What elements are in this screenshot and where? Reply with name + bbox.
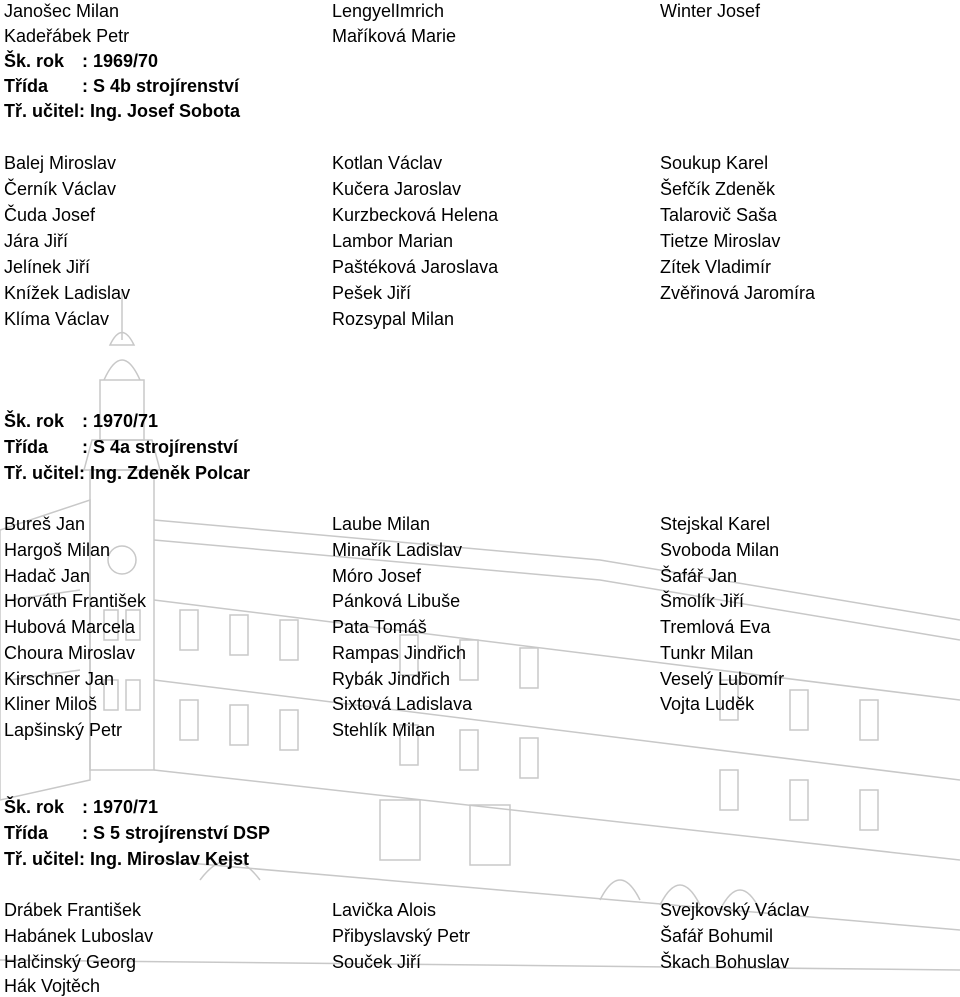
student-name: Kadeřábek Petr [4,26,130,46]
class-line [4,822,270,844]
student-name: Kliner Miloš [4,694,98,714]
class-teacher-line: Tř. učitel: Ing. Miroslav Kejst [4,849,250,869]
student-name: Winter Josef [660,1,761,21]
student-name: Hadač Jan [4,566,91,586]
student-name: Souček Jiří [332,952,422,972]
student-name: Móro Josef [332,566,422,586]
student-name: Tietze Miroslav [660,231,781,251]
student-name: Hák Vojtěch [4,976,101,996]
class-value: : S 5 strojírenství DSP [82,823,271,843]
class-label: Třída [4,76,49,96]
student-name: Rampas Jindřich [332,643,467,663]
school-year-line [4,50,158,72]
student-name: Čuda Josef [4,205,96,225]
student-name: Tremlová Eva [660,617,771,637]
student-name: Balej Miroslav [4,153,117,173]
student-name: Lapšinský Petr [4,720,123,740]
student-name: Šafář Bohumil [660,926,774,946]
student-name: Rozsypal Milan [332,309,455,329]
student-name: Klíma Václav [4,309,110,329]
student-name: Maříková Marie [332,26,457,46]
student-name: Vojta Luděk [660,694,755,714]
student-name: Horváth František [4,591,147,611]
student-name: Choura Miroslav [4,643,136,663]
school-year-label: Šk. rok [4,797,65,817]
class-label: Třída [4,823,49,843]
student-name: Zvěřinová Jaromíra [660,283,816,303]
student-name: Talarovič Saša [660,205,778,225]
student-name: Veselý Lubomír [660,669,785,689]
student-name: Pešek Jiří [332,283,412,303]
class-line [4,75,239,97]
student-name: Černík Václav [4,179,117,199]
school-year-value: : 1969/70 [82,51,159,71]
school-year-value: : 1970/71 [82,411,159,431]
student-name: Šmolík Jiří [660,591,745,611]
student-name: Hargoš Milan [4,540,111,560]
student-name: Habánek Luboslav [4,926,154,946]
student-name: Jelínek Jiří [4,257,91,277]
student-name: Knížek Ladislav [4,283,131,303]
student-name: Paštéková Jaroslava [332,257,499,277]
student-name: Janošec Milan [4,1,120,21]
student-name: Přibyslavský Petr [332,926,471,946]
student-name: Zítek Vladimír [660,257,772,277]
student-name: Kurzbecková Helena [332,205,499,225]
student-name: Škach Bohuslav [660,952,790,972]
student-name: Jára Jiří [4,231,69,251]
school-year-label: Šk. rok [4,51,65,71]
class-teacher-line: Tř. učitel: Ing. Zdeněk Polcar [4,463,251,483]
student-name: Svoboda Milan [660,540,780,560]
class-line [4,436,238,458]
student-name: Minařík Ladislav [332,540,463,560]
student-name: Šefčík Zdeněk [660,179,776,199]
class-teacher-line: Tř. učitel: Ing. Josef Sobota [4,101,241,121]
student-name: Lavička Alois [332,900,437,920]
student-name: Bureš Jan [4,514,86,534]
school-year-label: Šk. rok [4,411,65,431]
student-name: Kirschner Jan [4,669,115,689]
student-name: Laube Milan [332,514,431,534]
student-name: Stejskal Karel [660,514,771,534]
student-name: Halčinský Georg [4,952,137,972]
student-name: Stehlík Milan [332,720,436,740]
student-name: Kučera Jaroslav [332,179,462,199]
student-name: Kotlan Václav [332,153,443,173]
student-name: Soukup Karel [660,153,769,173]
student-name: Lambor Marian [332,231,454,251]
student-name: Tunkr Milan [660,643,754,663]
class-value: : S 4a strojírenství [82,437,239,457]
student-name: Šafář Jan [660,566,738,586]
student-name: Sixtová Ladislava [332,694,473,714]
school-year-line [4,796,158,818]
student-name: Pata Tomáš [332,617,427,637]
student-name: Svejkovský Václav [660,900,810,920]
school-year-value: : 1970/71 [82,797,159,817]
student-name: Hubová Marcela [4,617,136,637]
student-name: Rybák Jindřich [332,669,451,689]
student-name: Drábek František [4,900,142,920]
class-label: Třída [4,437,49,457]
student-name: Pánková Libuše [332,591,461,611]
school-year-line [4,410,158,432]
class-value: : S 4b strojírenství [82,76,240,96]
student-name: LengyelImrich [332,1,445,21]
